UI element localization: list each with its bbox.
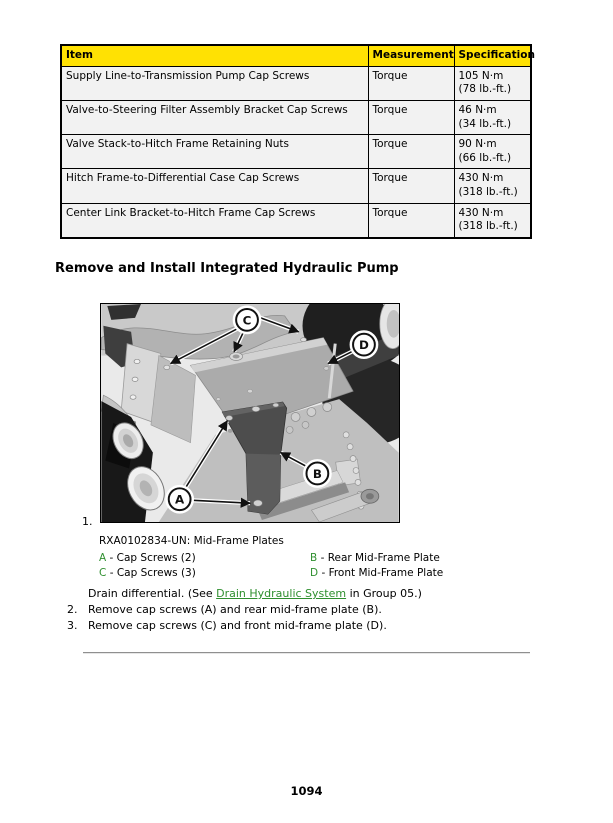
cell-measurement: Torque [368, 169, 454, 203]
cell-measurement: Torque [368, 203, 454, 238]
table-header-row [61, 45, 531, 66]
legend-item-d [310, 566, 469, 581]
spec-value-alt: (66 lb.-ft.) [458, 151, 512, 164]
legend-key-d: D [310, 567, 319, 579]
cell-specification [454, 66, 531, 100]
section-heading: Remove and Install Integrated Hydraulic Pump [55, 261, 399, 276]
step3-text: Remove cap screws (C) and front mid-frame plate (D). [88, 619, 387, 632]
table-row [61, 169, 531, 203]
callout-b [305, 461, 331, 487]
legend-label-c: - Cap Screws (3) [109, 567, 196, 579]
cell-specification [454, 100, 531, 134]
cell-measurement: Torque [368, 100, 454, 134]
spec-value: 46 N·m [458, 103, 497, 116]
legend-key-c: C [99, 567, 107, 579]
figure-caption: RXA0102834-UN: Mid-Frame Plates [99, 535, 284, 547]
step1-text-pre: Drain differential. (See [88, 587, 217, 600]
step1-text-post: in Group 05.) [346, 587, 422, 600]
callout-c-letter: C [242, 313, 252, 328]
step2-number: 2. [67, 603, 78, 616]
table-row [61, 135, 531, 169]
callout-a [167, 486, 193, 512]
header-specification: Specification [454, 45, 531, 66]
callout-d [351, 332, 377, 358]
table-row [61, 100, 531, 134]
legend-item-b [310, 551, 469, 566]
cell-item: Supply Line-to-Transmission Pump Cap Screws [61, 66, 368, 100]
table-row [61, 66, 531, 100]
figure-mid-frame-plates [100, 303, 400, 523]
spec-value-alt: (318 lb.-ft.) [458, 220, 518, 233]
legend-item-a [99, 551, 310, 566]
legend-label-a: - Cap Screws (2) [109, 552, 196, 564]
cell-item: Center Link Bracket-to-Hitch Frame Cap Screws [61, 203, 368, 238]
cell-item: Hitch Frame-to-Differential Case Cap Screws [61, 169, 368, 203]
figure-legend [99, 551, 469, 581]
legend-item-c [99, 566, 310, 581]
figure-image [101, 304, 399, 522]
legend-key-b: B [310, 552, 318, 564]
step3-number: 3. [67, 619, 78, 632]
cell-specification [454, 135, 531, 169]
cell-specification [454, 169, 531, 203]
spec-value: 105 N·m [458, 69, 504, 82]
cell-measurement: Torque [368, 66, 454, 100]
table-row [61, 203, 531, 238]
callout-c [234, 307, 260, 333]
spec-value: 430 N·m [458, 172, 504, 185]
legend-label-b: - Rear Mid-Frame Plate [320, 552, 440, 564]
cell-item: Valve Stack-to-Hitch Frame Retaining Nuts [61, 135, 368, 169]
cell-measurement: Torque [368, 135, 454, 169]
cell-item: Valve-to-Steering Filter Assembly Bracket Cap Screws [61, 100, 368, 134]
step1-text [88, 587, 422, 601]
drain-hydraulic-system-link[interactable]: Drain Hydraulic System [216, 587, 347, 600]
page-number: 1094 [290, 784, 323, 798]
spec-value: 90 N·m [458, 138, 497, 151]
spec-value-alt: (34 lb.-ft.) [458, 117, 512, 130]
torque-spec-table [60, 44, 535, 239]
spec-value: 430 N·m [458, 206, 504, 219]
spec-value-alt: (78 lb.-ft.) [458, 83, 512, 96]
step2-text: Remove cap screws (A) and rear mid-frame plate (B). [88, 603, 382, 616]
header-item: Item [61, 45, 368, 66]
header-measurement: Measurement [368, 45, 454, 66]
step1-number: 1. [82, 515, 93, 528]
callout-d-letter: D [359, 338, 369, 353]
callout-b-letter: B [312, 466, 322, 481]
section-divider [83, 652, 530, 654]
spec-value-alt: (318 lb.-ft.) [458, 186, 518, 199]
cell-specification [454, 203, 531, 238]
legend-key-a: A [99, 552, 107, 564]
callout-a-letter: A [175, 492, 185, 507]
legend-label-d: - Front Mid-Frame Plate [321, 567, 444, 579]
